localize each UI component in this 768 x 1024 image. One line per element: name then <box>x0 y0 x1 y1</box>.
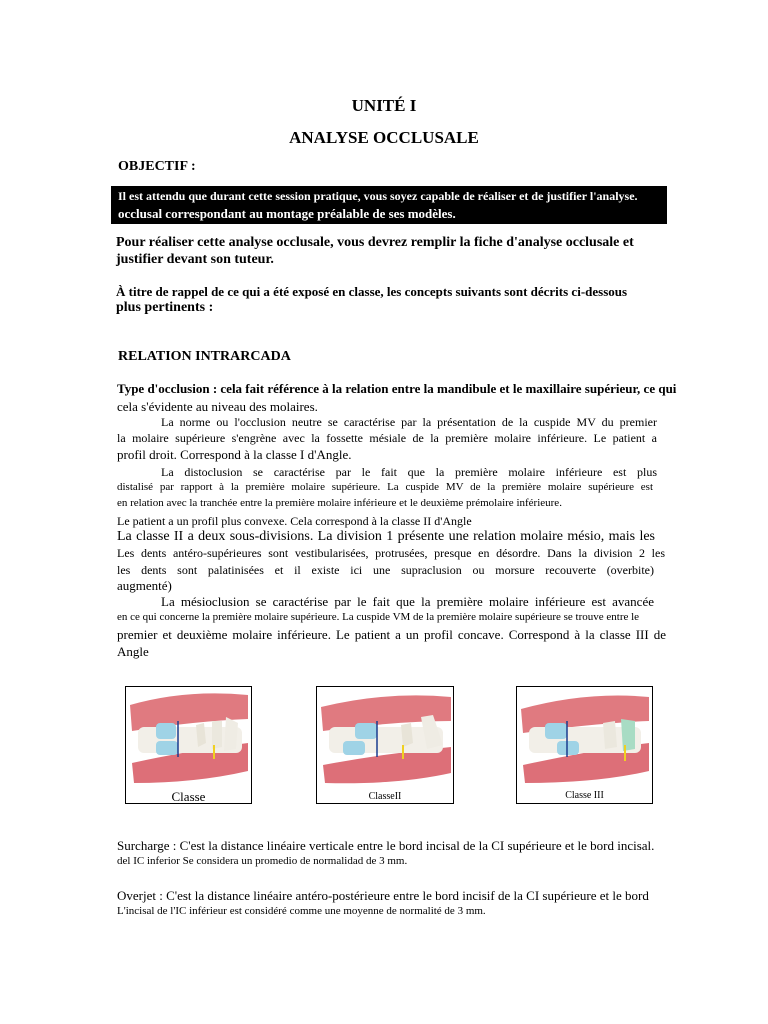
surcharge-line-1: Surcharge : C'est la distance linéaire verticale entre le bord incisal de la CI supérieure et le bord incisal. <box>117 838 655 853</box>
page-title: ANALYSE OCCLUSALE <box>289 128 479 147</box>
objectif-label: OBJECTIF : <box>118 159 196 174</box>
intro-p2-line1: À titre de rappel de ce qui a été exposé en classe, les concepts suivants sont décrits ci-dessous <box>116 284 628 299</box>
figure-caption: Classe III <box>565 790 604 801</box>
body-line: La norme ou l'occlusion neutre se caractérise par la présentation de la cuspide MV du premier <box>161 415 657 429</box>
intro-p2-line2: plus pertinents : <box>116 300 214 315</box>
objectif-box <box>111 186 667 224</box>
body-line: Le patient a un profil plus convexe. Cela correspond à la classe II d'Angle <box>117 514 472 528</box>
surcharge-line-2: del IC inferior Se considera un promedio de normalidad de 3 mm. <box>117 855 408 867</box>
body-line: Les dents antéro-supérieures sont vestibularisées, protrusées, presque en désordre. Dans la division 2 les <box>117 546 665 560</box>
body-line: cela s'évidente au niveau des molaires. <box>117 399 318 414</box>
figure-class-1 <box>125 686 252 804</box>
body-line: Type d'occlusion : cela fait référence à la relation entre la mandibule et le maxillaire supérieur, ce qui <box>117 381 677 396</box>
intro-p1-line1: Pour réaliser cette analyse occlusale, vous devrez remplir la fiche d'analyse occlusale et <box>116 235 634 250</box>
figure-caption: ClasseII <box>368 791 402 802</box>
body-line: en relation avec la tranchée entre la première molaire inférieure et le deuxième prémolaire inférieure. <box>117 497 562 509</box>
figure-class-2 <box>316 686 454 804</box>
figure-class-3 <box>516 686 653 804</box>
unit-title: UNITÉ I <box>351 96 417 115</box>
overjet-line-2: L'incisal de l'IC inférieur est considéré comme une moyenne de normalité de 3 mm. <box>117 905 486 917</box>
body-line: en ce qui concerne la première molaire supérieure. La cuspide VM de la première molaire supérieure se trouve entre le <box>117 611 640 623</box>
teeth-illustration-class-1 <box>126 687 251 787</box>
objectif-line-2: occlusal correspondant au montage préalable de ses modèles. <box>118 206 456 221</box>
body-line: La classe II a deux sous-divisions. La division 1 présente une relation molaire mésio, mais les <box>117 529 655 544</box>
body-line: la molaire supérieure s'engrène avec la fossette mésiale de la première molaire inférieure. Le patient a <box>117 431 657 445</box>
intro-p1-line2: justifier devant son tuteur. <box>116 252 274 267</box>
body-line: les dents sont palatinisées et il existe ici une supraclusion ou morsure recouverte (overbite) <box>117 563 654 577</box>
body-line: profil droit. Correspond à la classe I d'Angle. <box>117 447 352 462</box>
objectif-line-1: Il est attendu que durant cette session pratique, vous soyez capable de réaliser et de justifier l'analyse. <box>118 189 638 203</box>
teeth-illustration-class-3 <box>517 687 652 787</box>
body-line: augmenté) <box>117 578 172 593</box>
body-line: La distoclusion se caractérise par le fait que la première molaire inférieure est plus <box>161 465 657 479</box>
teeth-illustration-class-2 <box>317 687 453 787</box>
body-line: Angle <box>117 644 149 659</box>
body-line: La mésioclusion se caractérise par le fait que la première molaire inférieure est avancée <box>161 594 654 609</box>
body-line: distalisé par rapport à la première molaire supérieure. La cuspide MV de la première molaire supérieure est <box>117 481 653 493</box>
overjet-line-1: Overjet : C'est la distance linéaire antéro-postérieure entre le bord incisif de la CI supérieure et le bord <box>117 888 649 903</box>
figure-caption: Classe <box>171 789 206 804</box>
section-heading: RELATION INTRARCADA <box>118 349 291 364</box>
body-line: premier et deuxième molaire inférieure. Le patient a un profil concave. Correspond à la classe III de <box>117 627 666 642</box>
